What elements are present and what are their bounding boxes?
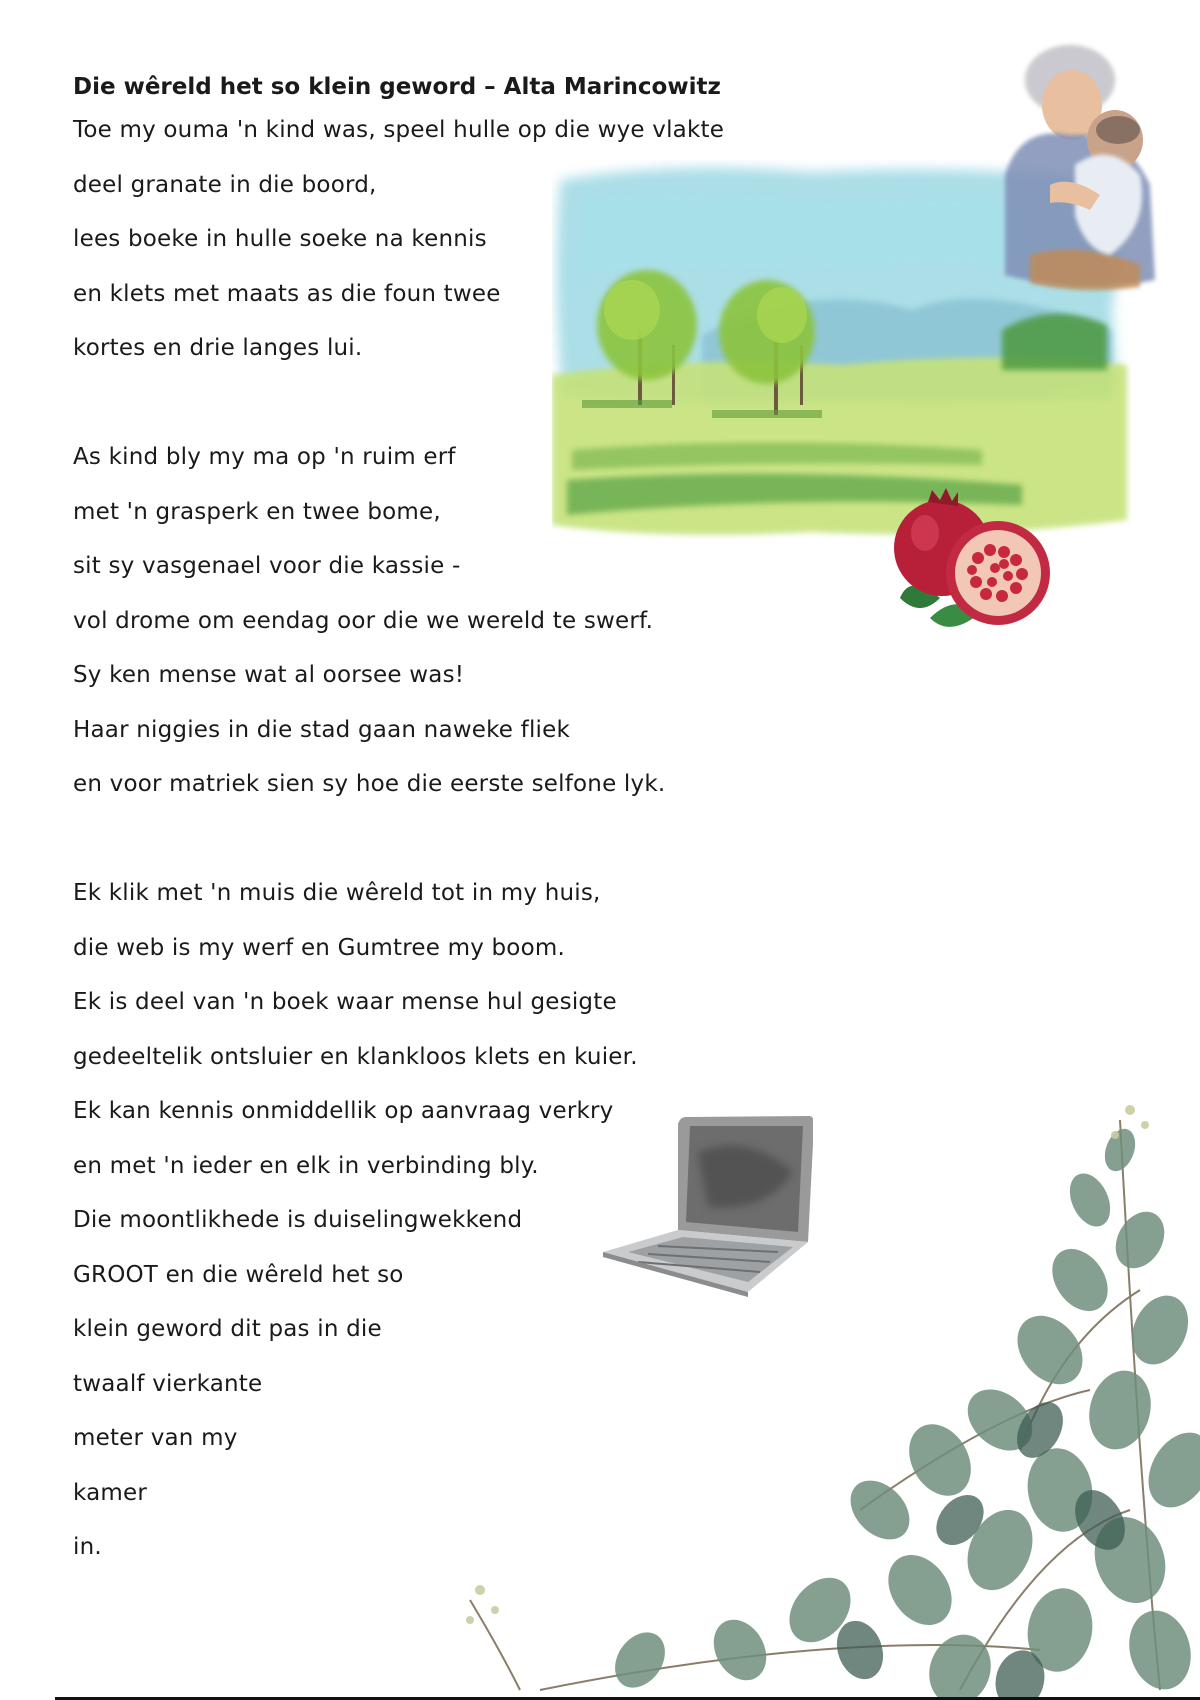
poem-line: met 'n grasperk en twee bome, [73,498,441,525]
poem-line: As kind bly my ma op 'n ruim erf [73,444,456,470]
poem-line: Haar niggies in die stad gaan naweke fliek [73,716,571,743]
poem-line: klein geword dit pas in die [73,1316,382,1342]
poem-line: Ek kan kennis onmiddellik op aanvraag verkry [73,1098,614,1124]
grandmother-child-illustration [990,25,1170,295]
poem-line: meter van my [73,1425,238,1451]
poem-line: gedeeltelik ontsluier en klankloos klets en kuier. [73,1043,638,1070]
poem-title: Die wêreld het so klein geword – Alta Marincowitz [73,74,721,100]
poem-line: Toe my ouma 'n kind was, speel hulle op die wye vlakte [73,117,725,143]
poem-line: Sy ken mense wat al oorsee was! [73,662,465,688]
poem-line: sit sy vasgenael voor die kassie - [73,553,461,579]
pomegranate-illustration [880,488,1065,648]
stanza-break [73,824,724,879]
poem-line: en met 'n ieder en elk in verbinding bly. [73,1152,539,1179]
poem-line: in. [73,1534,102,1560]
poem-line: twaalf vierkante [73,1370,263,1397]
poem-line: GROOT en die wêreld het so [73,1261,404,1288]
poem-line: lees boeke in hulle soeke na kennis [73,226,487,252]
poem-line: Ek klik met 'n muis die wêreld tot in my huis, [73,880,601,906]
foliage-illustration [440,1090,1200,1700]
poem-line: die web is my werf en Gumtree my boom. [73,934,565,961]
poem-line: kamer [73,1479,148,1506]
poem-line: Die moontlikhede is duiselingwekkend [73,1207,523,1233]
poem-line: deel granate in die boord, [73,171,377,198]
poem-line: vol drome om eendag oor die we wereld te swerf. [73,607,654,634]
poem-line: Ek is deel van 'n boek waar mense hul gesigte [73,989,617,1015]
poem-line: en klets met maats as die foun twee [73,280,501,307]
poem-line: en voor matriek sien sy hoe die eerste selfone lyk. [73,771,666,797]
poem-line: kortes en drie langes lui. [73,335,363,361]
